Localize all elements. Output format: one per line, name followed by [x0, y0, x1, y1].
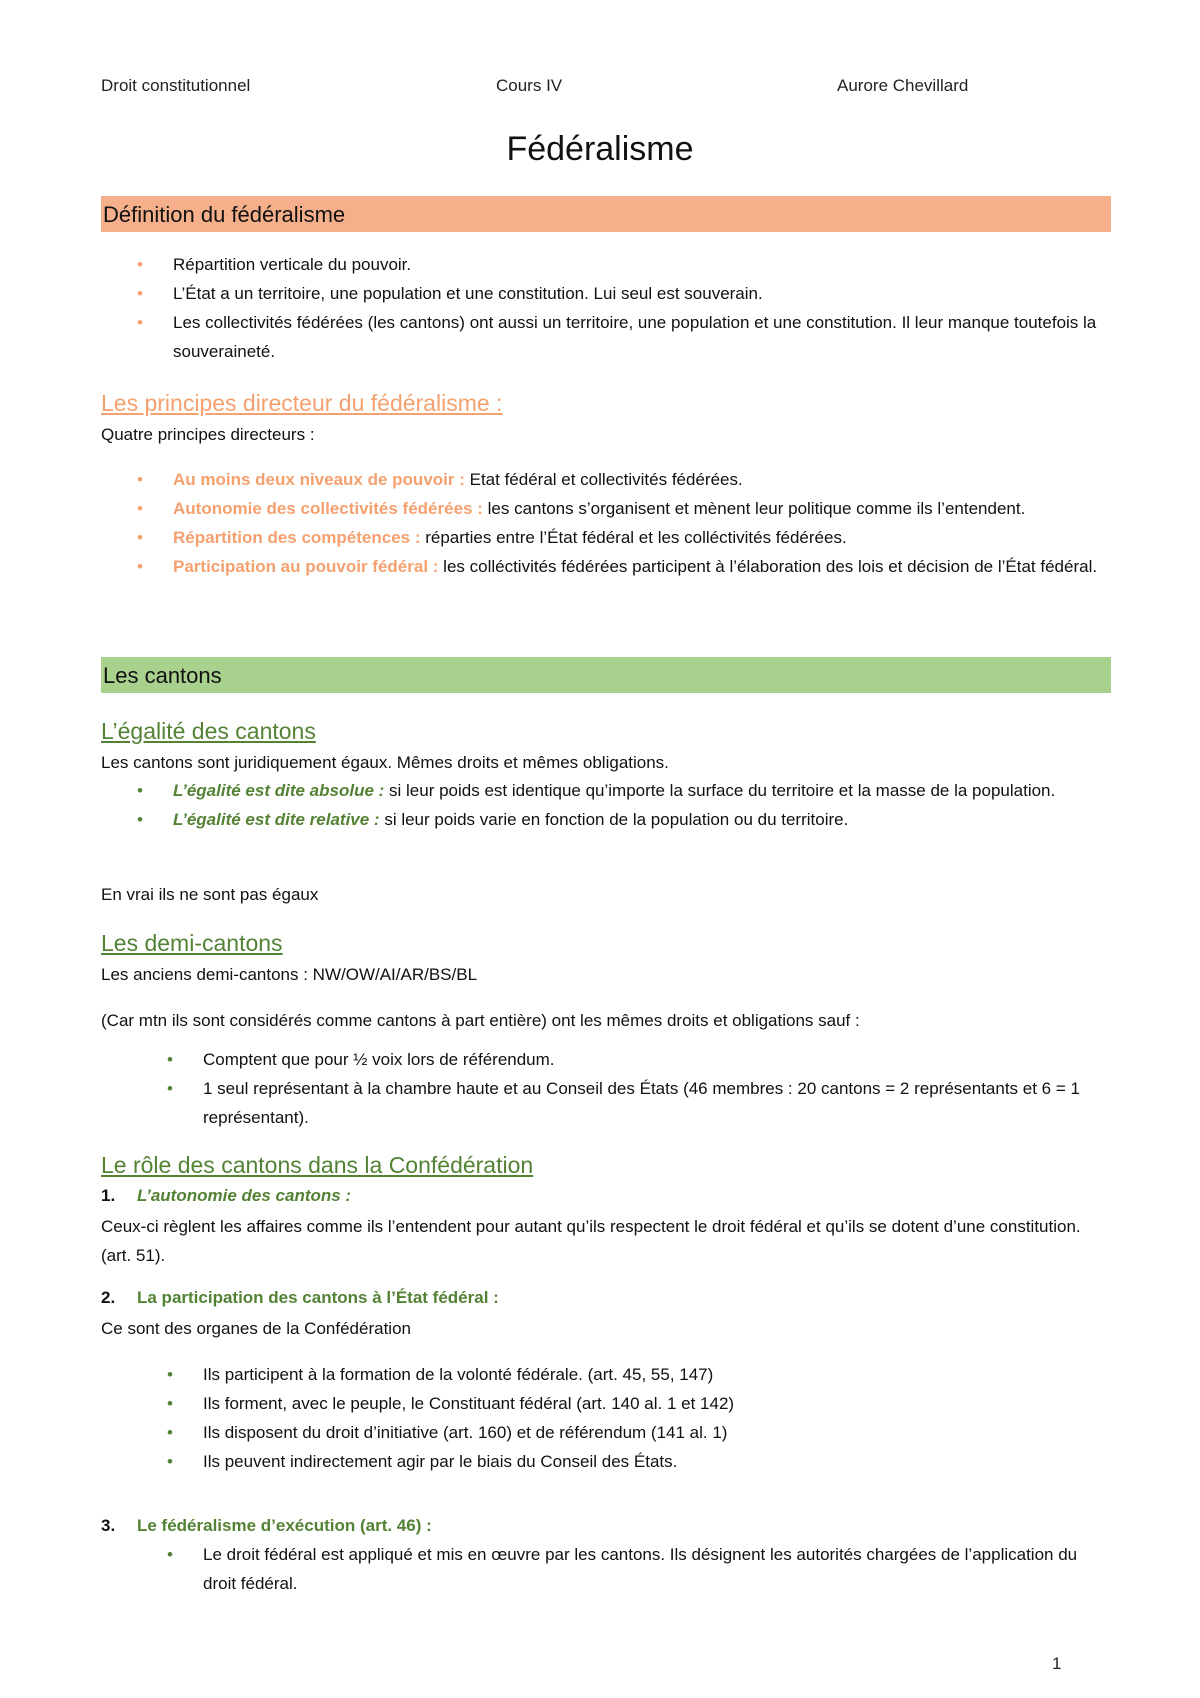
- bullet-icon: •: [167, 1394, 173, 1413]
- bullet-icon: •: [167, 1365, 173, 1384]
- list-item: • Au moins deux niveaux de pouvoir : Etat fédéral et collectivités fédérées.: [173, 465, 1103, 494]
- bullet-icon: •: [137, 528, 143, 547]
- list-item: • Autonomie des collectivités fédérées : les cantons s’organisent et mènent leur politique comme ils l’entendent.: [173, 494, 1103, 523]
- list-item: • Ils peuvent indirectement agir par le biais du Conseil des États.: [203, 1447, 1103, 1476]
- bullet-icon: •: [167, 1545, 173, 1564]
- list-item: • L’égalité est dite absolue : si leur poids est identique qu’importe la surface du territoire et la masse de la population.: [173, 776, 1103, 805]
- bullet-icon: •: [137, 499, 143, 518]
- role-sub2-list: [167, 1360, 1103, 1476]
- bullet-icon: •: [137, 255, 143, 274]
- bullet-icon: •: [137, 781, 143, 800]
- bullet-icon: •: [137, 810, 143, 829]
- principes-heading: Les principes directeur du fédéralisme :: [101, 390, 503, 416]
- list-item: • Ils forment, avec le peuple, le Constituant fédéral (art. 140 al. 1 et 142): [203, 1389, 1103, 1418]
- list-item: • Répartition des compétences : réparties entre l’État fédéral et les colléctivités fédérées.: [173, 523, 1103, 552]
- list-item: • L’État a un territoire, une population et une constitution. Lui seul est souverain.: [173, 279, 1103, 308]
- definition-list: [137, 250, 1103, 366]
- header-chapter: Cours IV: [496, 76, 563, 95]
- list-item: • Répartition verticale du pouvoir.: [173, 250, 1103, 279]
- bullet-icon: •: [137, 284, 143, 303]
- list-item: • L’égalité est dite relative : si leur poids varie en fonction de la population ou du territoire.: [173, 805, 1103, 834]
- bullet-icon: •: [137, 557, 143, 576]
- role-sub2-heading: 2. La participation des cantons à l’État fédéral :: [101, 1288, 499, 1307]
- role-sub3-list: [167, 1540, 1103, 1598]
- bullet-icon: •: [167, 1050, 173, 1069]
- role-sub2-text: Ce sont des organes de la Confédération: [101, 1319, 411, 1338]
- bullet-icon: •: [137, 313, 143, 332]
- role-sub1-text: Ceux-ci règlent les affaires comme ils l’entendent pour autant qu’ils respectent le droit fédéral et qu’ils se dotent d’une constitution. (art. 51).: [101, 1217, 1081, 1265]
- bullet-icon: •: [167, 1423, 173, 1442]
- document-title: Fédéralisme: [506, 130, 694, 168]
- demi-cantons-list: [167, 1045, 1103, 1132]
- demi-cantons-line1: Les anciens demi-cantons : NW/OW/AI/AR/BS/BL: [101, 965, 478, 984]
- list-item: • Comptent que pour ½ voix lors de référendum.: [203, 1045, 1103, 1074]
- list-item: • 1 seul représentant à la chambre haute et au Conseil des États (46 membres : 20 cantons = 2 représentants et 6 = 1 représentant).: [203, 1074, 1103, 1132]
- header-author: Aurore Chevillard: [837, 76, 969, 95]
- bullet-icon: •: [137, 470, 143, 489]
- list-item: • Participation au pouvoir fédéral : les colléctivités fédérées participent à l’élaboration des lois et décision de l’État fédéral.: [173, 552, 1103, 581]
- section-heading-cantons: Les cantons: [101, 657, 1111, 693]
- page-number: 1: [1052, 1654, 1062, 1673]
- list-item: • Le droit fédéral est appliqué et mis en œuvre par les cantons. Ils désignent les autorités chargées de l’application du droit fédéral.: [203, 1540, 1103, 1598]
- principes-list: [137, 465, 1103, 581]
- egalite-heading: L’égalité des cantons: [101, 718, 316, 744]
- bullet-icon: •: [167, 1079, 173, 1098]
- principes-intro: Quatre principes directeurs :: [101, 425, 315, 444]
- role-sub1-heading: 1. L’autonomie des cantons :: [101, 1186, 352, 1205]
- egalite-intro: Les cantons sont juridiquement égaux. Mêmes droits et mêmes obligations.: [101, 753, 669, 772]
- role-heading: Le rôle des cantons dans la Confédération: [101, 1152, 534, 1178]
- bullet-icon: •: [167, 1452, 173, 1471]
- role-sub3-heading: 3. Le fédéralisme d’exécution (art. 46) :: [101, 1516, 432, 1535]
- egalite-list: [137, 776, 1103, 834]
- header-course: Droit constitutionnel: [101, 76, 251, 95]
- page-header: [101, 76, 1111, 100]
- list-item: • Ils disposent du droit d’initiative (art. 160) et de référendum (141 al. 1): [203, 1418, 1103, 1447]
- demi-cantons-heading: Les demi-cantons: [101, 930, 283, 956]
- demi-cantons-line2: (Car mtn ils sont considérés comme cantons à part entière) ont les mêmes droits et obligations sauf :: [101, 1011, 860, 1030]
- list-item: • Les collectivités fédérées (les cantons) ont aussi un territoire, une population et une constitution. Il leur manque toutefois la souveraineté.: [173, 308, 1103, 366]
- list-item: • Ils participent à la formation de la volonté fédérale. (art. 45, 55, 147): [203, 1360, 1103, 1389]
- egalite-note: En vrai ils ne sont pas égaux: [101, 885, 319, 904]
- section-heading-definition: Définition du fédéralisme: [101, 196, 1111, 232]
